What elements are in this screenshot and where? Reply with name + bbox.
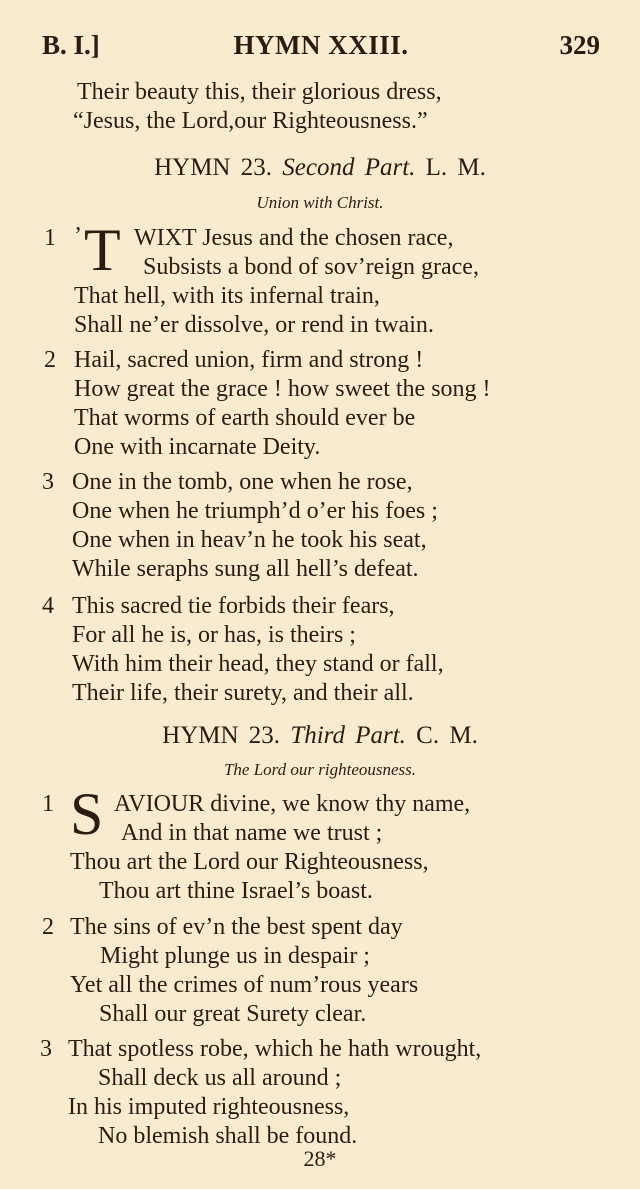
verse-number: 1: [44, 225, 56, 251]
verse-line: That hell, with its infernal train,: [74, 283, 380, 309]
verse-line: Shall ne’er dissolve, or rend in twain.: [74, 312, 434, 338]
carryover-line: “Jesus, the Lord,our Righteousness.”: [73, 108, 428, 134]
verse-line: Shall our great Surety clear.: [99, 1001, 367, 1027]
drop-cap: S: [70, 781, 104, 847]
verse-line: Their life, their surety, and their all.: [72, 680, 414, 706]
verse-number: 2: [42, 914, 54, 940]
signature-mark: 28*: [303, 1146, 337, 1171]
verse-number: 4: [42, 593, 54, 619]
hymn-subtitle: The Lord our righteousness.: [223, 760, 417, 779]
hymn-subtitle: Union with Christ.: [256, 193, 384, 212]
verse-line: Hail, sacred union, firm and strong !: [74, 347, 424, 373]
verse-line: With him their head, they stand or fall,: [72, 651, 444, 677]
verse-line: AVIOUR divine, we know thy name,: [114, 791, 471, 817]
verse-line: That spotless robe, which he hath wrought,: [68, 1036, 482, 1062]
verse-line: This sacred tie forbids their fears,: [72, 593, 395, 619]
hymn-title-number: HYMN 23.: [154, 154, 272, 181]
running-title: HYMN XXIII.: [233, 30, 409, 60]
hymn-title-number: HYMN 23.: [162, 722, 281, 749]
hymn-title: [0, 154, 640, 182]
verse-line: How great the grace ! how sweet the song !: [74, 376, 491, 402]
hymn-title-meter: C. M.: [416, 722, 478, 749]
verse-line: While seraphs sung all hell’s defeat.: [72, 556, 419, 582]
verse-number: 1: [42, 791, 54, 817]
verse-line: That worms of earth should ever be: [74, 405, 416, 431]
verse-apostrophe: ’: [74, 223, 82, 249]
verse-line: WIXT Jesus and the chosen race,: [134, 225, 454, 251]
hymn-title-part: Third Part.: [290, 722, 406, 749]
verse-line: Shall deck us all around ;: [98, 1065, 342, 1091]
verse-line: Thou art thine Israel’s boast.: [99, 878, 373, 904]
hymn-title-part: Second Part.: [282, 154, 416, 181]
verse-line: The sins of ev’n the best spent day: [70, 914, 403, 940]
verse-line: One in the tomb, one when he rose,: [72, 469, 413, 495]
verse-number: 3: [40, 1036, 52, 1062]
verse-line: Yet all the crimes of num’rous years: [70, 972, 419, 998]
verse-line: And in that name we trust ;: [121, 820, 383, 846]
carryover-line: Their beauty this, their glorious dress,: [77, 79, 442, 105]
book-section-label: B. I.]: [42, 30, 100, 60]
page-number: 329: [559, 30, 600, 60]
verse-line: For all he is, or has, is theirs ;: [72, 622, 356, 648]
verse-number: 2: [44, 347, 56, 373]
hymn-title: [0, 722, 640, 750]
verse-line: One when in heav’n he took his seat,: [72, 527, 427, 553]
verse-line: Subsists a bond of sov’reign grace,: [143, 254, 479, 280]
verse-number: 3: [42, 469, 54, 495]
verse-line: In his imputed righteousness,: [68, 1094, 350, 1120]
verse-line: One when he triumph’d o’er his foes ;: [72, 498, 438, 524]
running-header: [42, 30, 600, 66]
drop-cap: T: [84, 217, 121, 283]
verse-line: No blemish shall be found.: [98, 1123, 358, 1149]
verse-line: Thou art the Lord our Righteousness,: [70, 849, 429, 875]
verse-line: One with incarnate Deity.: [74, 434, 321, 460]
verse-line: Might plunge us in despair ;: [100, 943, 370, 969]
hymn-title-meter: L. M.: [425, 154, 486, 181]
